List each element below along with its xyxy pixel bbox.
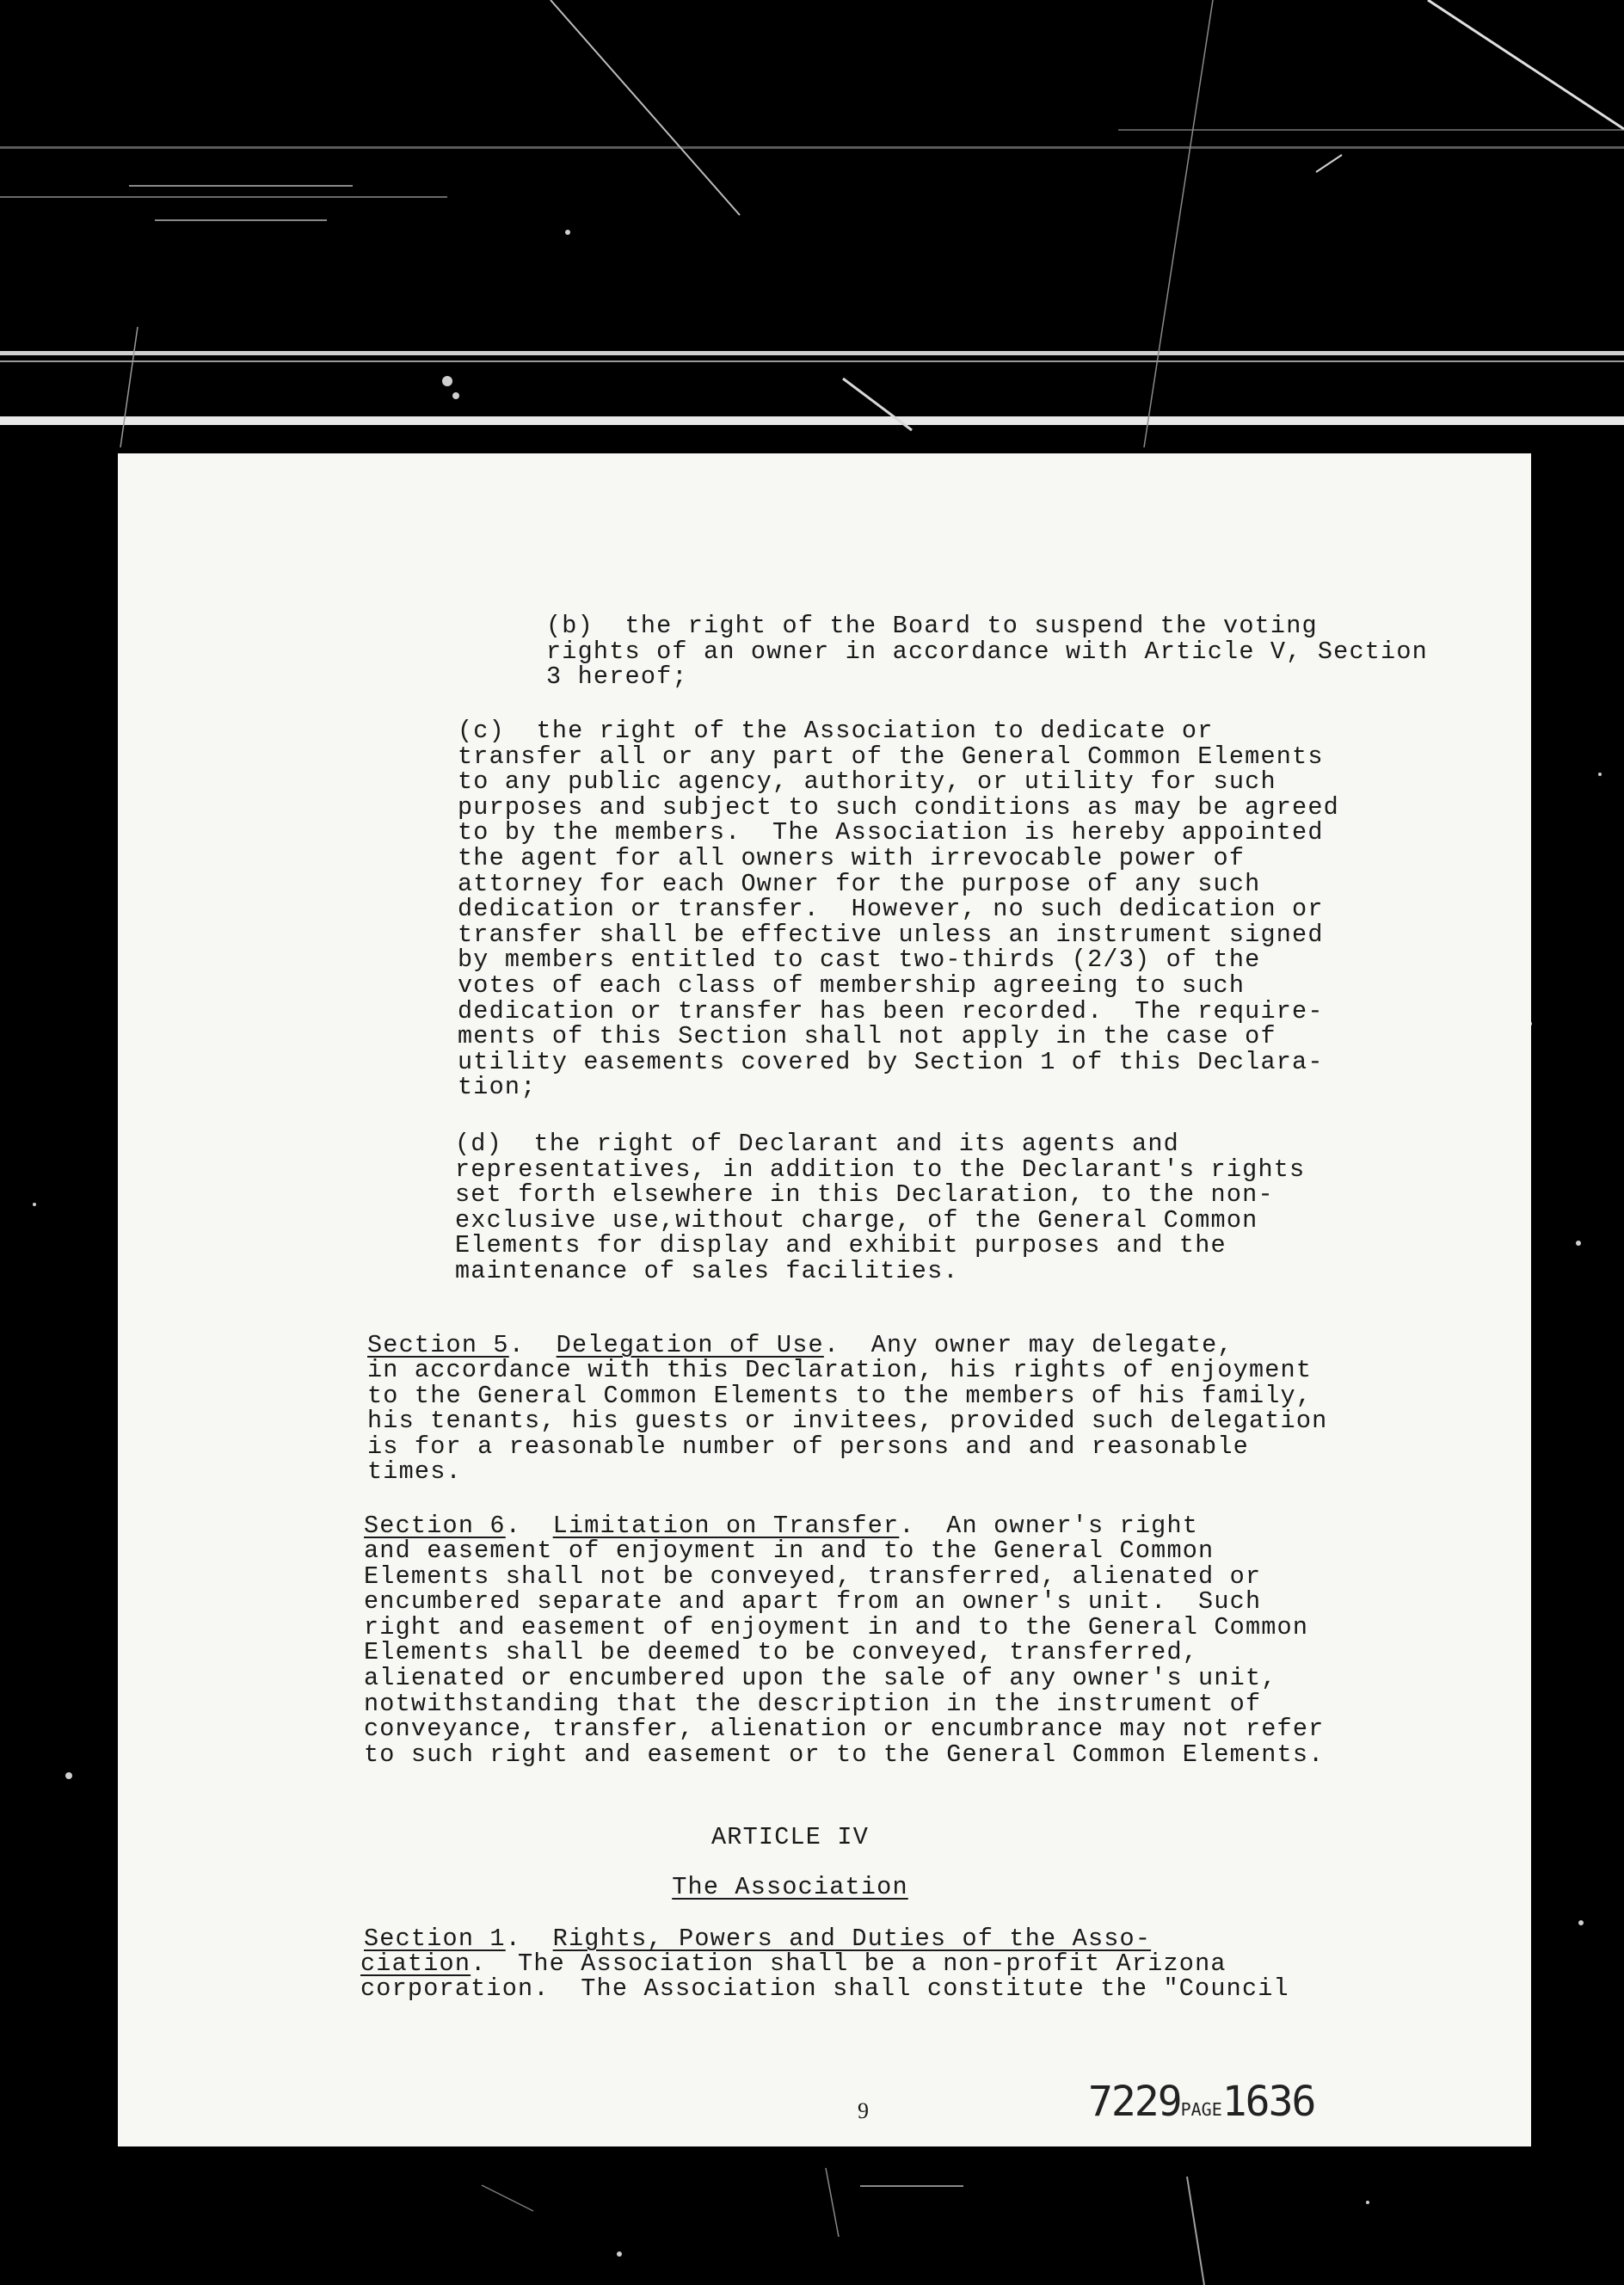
article-heading: ARTICLE IV [710,1823,870,1851]
recording-stamp [1088,2078,1314,2126]
article-title-wrap [83,1873,1497,1901]
section-5-body: in accordance with this Declaration, his rights of enjoyment to the General Common Elements to the members of his family, his tenants, his guests or invitees, provided such delegation is for a reasonable number of persons and and reasonable times. [367,1356,1328,1487]
article-title: The Association [672,1873,908,1901]
section-6-first-line: An owner's right [914,1512,1199,1540]
paragraph-c: (c) the right of the Association to dedicate or transfer all or any part of the General Common Elements to any public agency, authority, or utility for such purposes and subject to such conditions as may be agreed to by the members. The Association is hereby appointed the agent for all owners with irrevocable power of attorney for each Owner for the purpose of any such dedication or transfer. However, no such dedication or transfer shall be effective unless an instrument signed by members entitled to cast two-thirds (2/3) of the votes of each class of membership agreeing to such dedication or transfer has been recorded. The require- ments of this Section shall not apply in the case of utility easements covered by Section 1 of this Declara- tion; [458,717,1339,1102]
section-6-body: and easement of enjoyment in and to the General Common Elements shall not be conveyed, transferred, alienated or encumbered separate and apart from an owner's unit. Such right and easement of enjoyment in and to the General Common Elements shall be deemed to be conveyed, transferred, alienated or encumbered upon the sale of any owner's unit, notwithstanding that the description in the instrument of conveyance, transfer, alienation or encumbrance may not refer to such right and easement or to the General Common Elements. [364,1537,1325,1769]
page-number: 9 [858,2098,869,2123]
section-1-title-line1: Rights, Powers and Duties of the Asso- [552,1925,1152,1953]
section-1-second-line: ciation. The Association shall be a non-profit Arizona [360,1949,1227,1978]
section-5-title: Delegation of Use [556,1331,824,1359]
section-1-body: corporation. The Association shall constitute the "Council [360,1974,1289,2003]
paragraph-b: (b) the right of the Board to suspend the voting rights of an owner in accordance with Article V, Section 3 hereof; [546,612,1428,692]
section-5-label: Section 5 [367,1331,509,1359]
section-1-heading-line: Section 1. Rights, Powers and Duties of the Asso- [364,1925,1152,1953]
section-6-title: Limitation on Transfer [552,1512,900,1540]
stamp-number: 7229 [1088,2078,1181,2126]
section-5-heading-line: Section 5. Delegation of Use. Any owner may delegate, [367,1331,1233,1359]
section-6-heading-line: Section 6. Limitation on Transfer. An owner's right [364,1512,1199,1540]
section-1-first-line: The Association shall be a non-profit Arizona [486,1949,1227,1978]
section-6-label: Section 6 [364,1512,506,1540]
stamp-page: 1636 [1221,2078,1315,2126]
section-1-label: Section 1 [364,1925,506,1953]
section-1-title-line2: ciation [360,1949,471,1978]
section-5-first-line: Any owner may delegate, [840,1331,1233,1359]
stamp-small-label: PAGE [1180,2099,1222,2120]
document-page [118,453,1531,2146]
paragraph-d: (d) the right of Declarant and its agents and representatives, in addition to the Declarant's rights set forth elsewhere in this Declaration, to the non- exclusive use,without charge, of the General Common Elements for display and exhibit purposes and the maintenance of sales facilities. [455,1130,1306,1285]
